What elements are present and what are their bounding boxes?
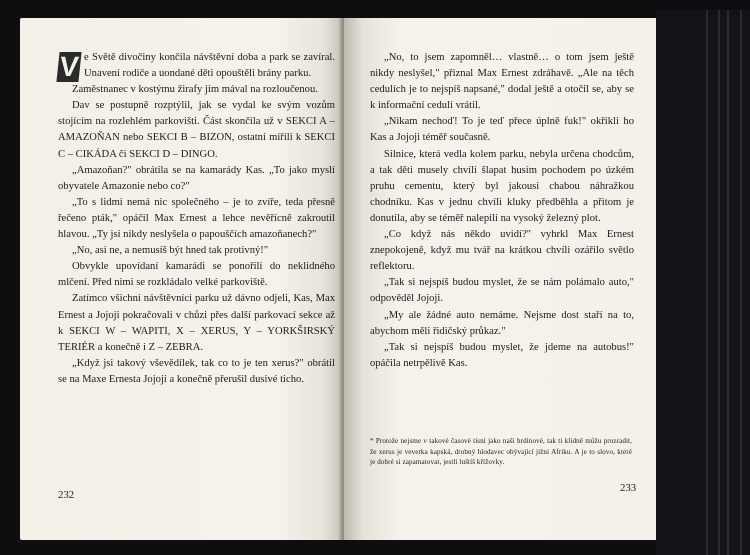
paragraph: „My ale žádné auto nemáme. Nejsme dost staří na to, abychom měli řidičský průkaz." — [370, 309, 634, 337]
paragraph: Zaměstnanec v kostýmu žirafy jim mával na rozloučenou. — [72, 84, 318, 96]
left-page-text — [58, 50, 335, 388]
footnote: * Protože nejsme v takové časové tísni jako naši hrdinové, tak ti klidně můžu prozradit, že xerus je veverka kapská, drobný hlodavec obývající jižní Afriku. A je to slovo, které je dobré si zapamatovat, jestli luštíš křížovky. — [370, 437, 632, 467]
paragraph: „Amazoňan?" obrátila se na kamarády Kas. „To jako myslí obyvatele Amazonie nebo co?" — [58, 164, 335, 192]
paragraph: „No, to jsem zapomněl… vlastně… o tom jsem ještě nikdy neslyšel," přiznal Max Ernest zdráhavě. „Ale na těch cedulích je to nejspíš napsané," dodal ještě a otočil se, aby se k informační ceduli vrátil. — [370, 52, 634, 112]
page-number: 233 — [620, 482, 637, 494]
background-edge — [656, 10, 750, 555]
right-page-text — [370, 50, 634, 372]
paragraph: „Co když nás někdo uvidí?" vyhrkl Max Ernest znepokojeně, když mu tvář na krátkou chvíli ozářilo světlo reflektoru. — [370, 229, 634, 273]
left-page — [20, 18, 342, 540]
paragraph: „Nikam nechoď! To je teď přece úplně fuk!" okřikli ho Kas a Jojoji téměř současně. — [370, 116, 634, 144]
paragraph: „To s lidmi nemá nic společného – je to zvíře, teda přesně řečeno pták," opáčil Max Ernest a lehce nevěřícně zakroutil hlavou. „Ty jsi nikdy neslyšela o papouščích amazoňanech?" — [58, 196, 335, 241]
paragraph: „No, asi ne, a nemusíš být hned tak protivný!" — [72, 245, 269, 257]
paragraph: Silnice, která vedla kolem parku, nebyla určena chodcům, a tak děti musely chvíli šlapat husím pochodem po úzkém pruhu cementu, který byl jakousi chabou náhražkou chodníku. Kas v jednu chvíli kluky předběhla a přitom je donutila, aby se téměř nalepili na vysoký železný plot. — [370, 148, 634, 224]
paragraph: Zatímco všichni návštěvníci parku už dávno odjeli, Kas, Max Ernest a Jojoji pokračovali v chůzi přes další parkovací sekce až k SEKCI W – WAPITI, X – XERUS, Y – YORKŠIRSKÝ TERIÉR a konečně i Z – ZEBRA. — [58, 293, 335, 353]
paragraph: e Světě divočiny končila návštěvní doba a park se zavíral. Unavení rodiče a uondané děti opouštěli brány parku. — [84, 52, 335, 80]
drop-cap: V — [58, 51, 81, 82]
paragraph: „Když jsi takový vševědílek, tak co to je ten xerus?" obrátil se na Maxe Ernesta Jojoji a konečně přerušil dusivé ticho. — [58, 357, 335, 385]
paragraph: „Tak si nejspíš budou myslet, že jdeme na autobus!" opáčila netrpělivě Kas. — [370, 341, 634, 369]
paragraph: „Tak si nejspíš budou myslet, že se nám polámalo auto," odpověděl Jojoji. — [370, 277, 634, 305]
paragraph: Obvykle upovídaní kamarádi se ponořili do neklidného mlčení. Před nimi se rozkládalo velké parkoviště. — [58, 261, 335, 289]
page-number: 232 — [58, 489, 75, 501]
paragraph: Dav se postupně rozptýlil, jak se vydal ke svým vozům stojícím na rozlehlém parkovišti. Část skončila už v SEKCI A – AMAZOŇAN nebo SEKCI B – BIZON, ostatní mířili k SEKCI C – CIKÁDA či SEKCI D – DINGO. — [58, 100, 335, 160]
right-page — [344, 18, 656, 540]
